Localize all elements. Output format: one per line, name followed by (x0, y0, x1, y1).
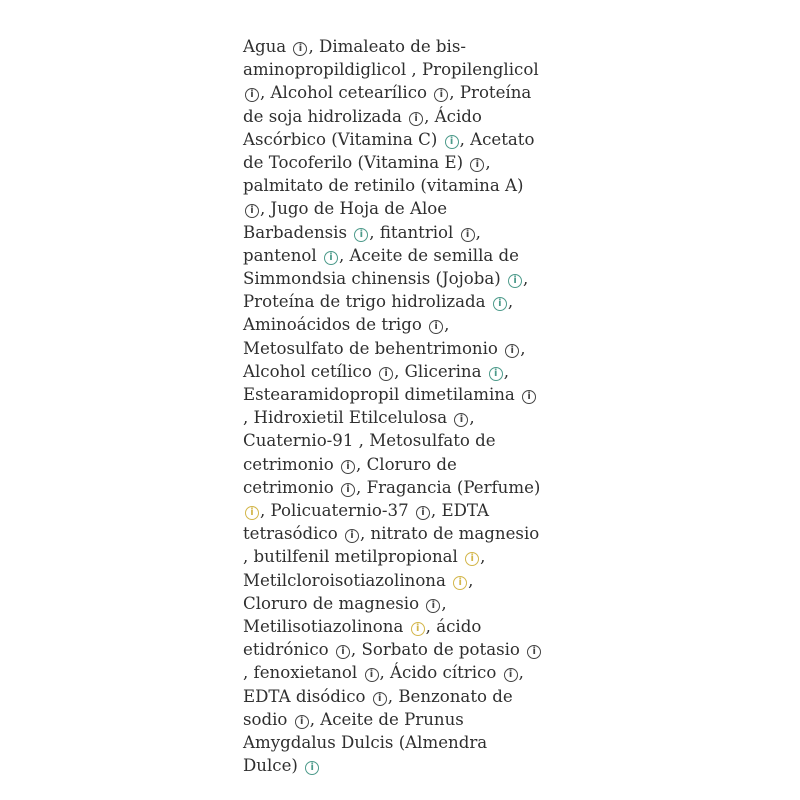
ingredient-line (243, 151, 561, 174)
ingredient-text: , (518, 663, 524, 683)
info-circle-icon[interactable] (354, 228, 368, 242)
ingredient-text: , Ácido (424, 106, 482, 126)
info-circle-icon[interactable] (454, 413, 468, 427)
ingredient-text: , (468, 570, 474, 590)
ingredient-text: , (475, 222, 481, 242)
info-circle-icon[interactable] (336, 645, 350, 659)
ingredient-text: , Alcohol cetearílico (260, 83, 433, 103)
ingredient-line (243, 522, 561, 545)
ingredient-text: Metilcloroisotiazolinona (243, 570, 452, 590)
ingredient-line (243, 429, 561, 452)
info-circle-icon[interactable] (461, 228, 475, 242)
ingredient-text: , butilfenil metilpropional (243, 547, 464, 567)
ingredient-text: , (469, 408, 475, 428)
info-circle-icon[interactable] (493, 297, 507, 311)
ingredient-line (243, 58, 561, 81)
info-circle-icon[interactable] (245, 88, 259, 102)
ingredient-line (243, 337, 561, 360)
ingredient-line (243, 453, 561, 476)
ingredient-line (243, 290, 561, 313)
ingredient-line (243, 128, 561, 151)
ingredient-text: , nitrato de magnesio (359, 524, 540, 544)
ingredient-text: Alcohol cetílico (243, 361, 378, 381)
ingredient-text: , fitantriol (369, 222, 459, 242)
info-circle-icon[interactable] (345, 529, 359, 543)
ingredient-line (243, 81, 561, 104)
info-circle-icon[interactable] (489, 367, 503, 381)
ingredient-text: , (485, 153, 491, 173)
ingredient-text: palmitato de retinilo (vitamina A) (243, 176, 524, 196)
ingredient-text: de Tocoferilo (Vitamina E) (243, 153, 469, 173)
ingredient-line (243, 360, 561, 383)
ingredient-line (243, 383, 561, 406)
ingredient-line (243, 685, 561, 708)
ingredient-text: aminopropildiglicol , Propilenglicol (243, 60, 539, 80)
ingredient-text: Barbadensis (243, 222, 353, 242)
info-circle-icon[interactable] (324, 251, 338, 265)
ingredient-text: , Policuaternio-37 (260, 501, 414, 521)
ingredient-text: , Proteína (449, 83, 532, 103)
ingredient-line (243, 174, 561, 197)
ingredient-line (243, 313, 561, 336)
ingredient-text: , Aceite de Prunus (309, 709, 464, 729)
ingredient-line (243, 267, 561, 290)
ingredient-text: , (441, 593, 447, 613)
ingredient-text: Cuaternio-91 , Metosulfato de (243, 431, 496, 451)
info-circle-icon[interactable] (293, 42, 307, 56)
ingredient-line (243, 661, 561, 684)
ingredient-text: , Aceite de semilla de (338, 245, 519, 265)
info-circle-icon[interactable] (409, 112, 423, 126)
ingredient-line (243, 638, 561, 661)
ingredient-line (243, 221, 561, 244)
ingredient-text: , Benzonato de (387, 686, 513, 706)
ingredient-line (243, 499, 561, 522)
ingredient-line (243, 615, 561, 638)
ingredient-text: , EDTA (430, 501, 490, 521)
info-circle-icon[interactable] (245, 204, 259, 218)
ingredient-list (243, 35, 561, 778)
ingredient-text: Metosulfato de behentrimonio (243, 338, 504, 358)
ingredient-text: , (480, 547, 486, 567)
ingredient-text: , (523, 269, 529, 289)
info-circle-icon[interactable] (470, 158, 484, 172)
ingredient-text: Proteína de trigo hidrolizada (243, 292, 491, 312)
info-circle-icon[interactable] (426, 599, 440, 613)
ingredient-line (243, 569, 561, 592)
ingredient-text: Aminoácidos de trigo (243, 315, 428, 335)
ingredient-text: , (444, 315, 450, 335)
ingredient-text: sodio (243, 709, 293, 729)
ingredient-text: , Glicerina (394, 361, 487, 381)
info-circle-icon[interactable] (416, 506, 430, 520)
info-circle-icon[interactable] (411, 622, 425, 636)
info-circle-icon[interactable] (379, 367, 393, 381)
ingredient-text: Dulce) (243, 756, 304, 776)
ingredient-text: cetrimonio (243, 477, 340, 497)
ingredient-text: , Dimaleato de bis- (308, 37, 466, 56)
ingredient-text: , Hidroxietil Etilcelulosa (243, 408, 453, 428)
ingredient-text: , (503, 361, 510, 381)
ingredient-text: EDTA disódico (243, 686, 371, 706)
ingredient-text: , Cloruro de (356, 454, 457, 474)
ingredient-text: Amygdalus Dulcis (Almendra (243, 733, 488, 753)
info-circle-icon[interactable] (365, 668, 379, 682)
ingredient-text: de soja hidrolizada (243, 106, 408, 126)
ingredient-text: , fenoxietanol (243, 663, 363, 683)
info-circle-icon[interactable] (453, 576, 467, 590)
info-circle-icon[interactable] (245, 506, 259, 520)
ingredient-line (243, 708, 561, 731)
ingredient-line (243, 476, 561, 499)
ingredient-text: , Acetato (459, 129, 535, 149)
info-circle-icon[interactable] (341, 483, 355, 497)
ingredient-text: , ácido (425, 617, 482, 637)
info-circle-icon[interactable] (465, 552, 479, 566)
info-circle-icon[interactable] (341, 460, 355, 474)
info-circle-icon[interactable] (305, 761, 319, 775)
ingredient-line (243, 731, 561, 754)
info-circle-icon[interactable] (527, 645, 541, 659)
ingredient-text: Agua (243, 37, 292, 56)
ingredient-line (243, 244, 561, 267)
ingredient-text: , Jugo de Hoja de Aloe (260, 199, 448, 219)
ingredient-text: , (507, 292, 514, 312)
ingredient-text: tetrasódico (243, 524, 343, 544)
ingredient-text: cetrimonio (243, 454, 340, 474)
ingredient-text: , Sorbato de potasio (350, 640, 526, 660)
info-circle-icon[interactable] (508, 274, 522, 288)
ingredient-text: , Fragancia (Perfume) (356, 477, 541, 497)
ingredient-text: etidrónico (243, 640, 334, 660)
info-circle-icon[interactable] (373, 692, 387, 706)
ingredient-text: , (520, 338, 526, 358)
info-circle-icon[interactable] (434, 88, 448, 102)
ingredient-line (243, 592, 561, 615)
ingredient-line (243, 197, 561, 220)
ingredient-text: Cloruro de magnesio (243, 593, 425, 613)
info-circle-icon[interactable] (429, 320, 443, 334)
ingredient-text: , Ácido cítrico (379, 663, 502, 683)
ingredient-text: Estearamidopropil dimetilamina (243, 385, 521, 405)
info-circle-icon[interactable] (295, 715, 309, 729)
ingredient-line (243, 35, 561, 58)
info-circle-icon[interactable] (445, 135, 459, 149)
ingredient-line (243, 545, 561, 568)
ingredient-text: Ascórbico (Vitamina C) (243, 129, 443, 149)
ingredient-line (243, 406, 561, 429)
ingredient-text: Simmondsia chinensis (Jojoba) (243, 269, 507, 289)
ingredient-text: pantenol (243, 245, 322, 265)
ingredient-text: Metilisotiazolinona (243, 617, 409, 637)
ingredient-line (243, 105, 561, 128)
info-circle-icon[interactable] (504, 668, 518, 682)
ingredient-line (243, 754, 561, 777)
info-circle-icon[interactable] (505, 344, 519, 358)
info-circle-icon[interactable] (522, 390, 536, 404)
